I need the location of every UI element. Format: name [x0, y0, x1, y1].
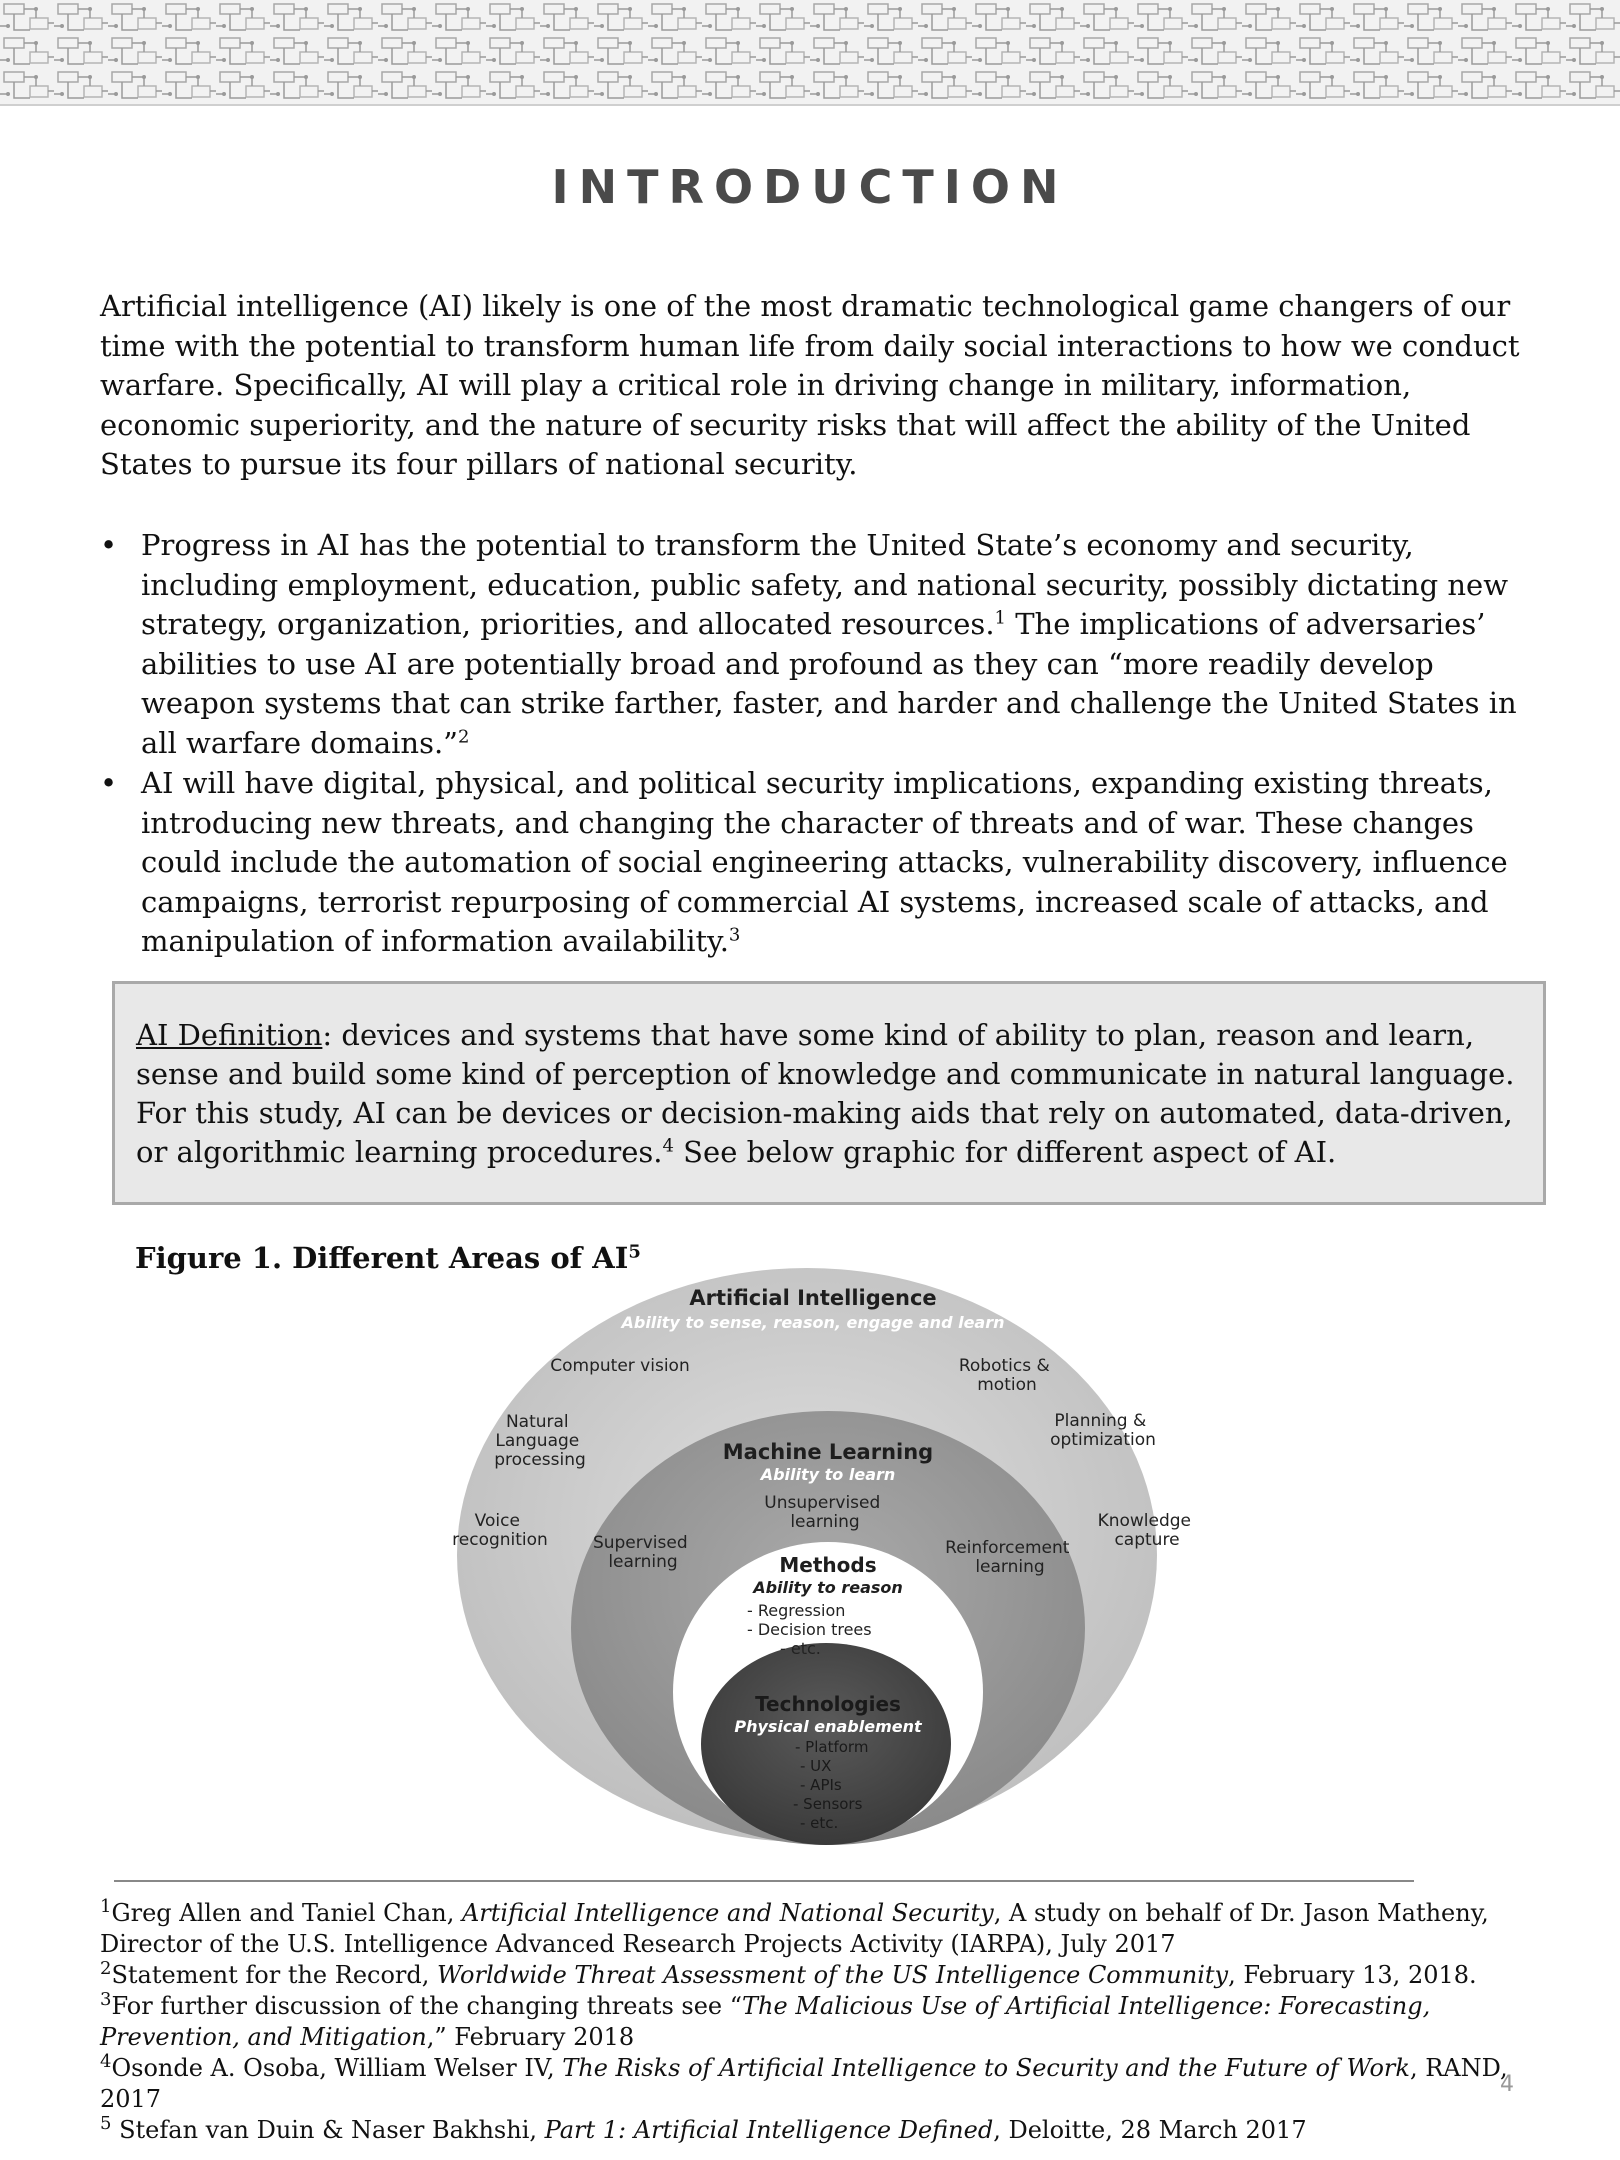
ml-item-unsupervised: Unsupervised learning: [764, 1493, 881, 1532]
methods-title: Methods: [779, 1553, 877, 1577]
ai-item-voice: Voice recognition: [452, 1511, 548, 1550]
ml-title: Machine Learning: [722, 1440, 934, 1464]
technologies-subtitle: Physical enablement: [734, 1717, 922, 1736]
circuit-pattern-decoration: [0, 0, 1620, 104]
ai-title: Artificial Intelligence: [689, 1286, 937, 1310]
ai-areas-diagram: [420, 1260, 1192, 1854]
footnote-ref[interactable]: 4: [662, 1135, 674, 1157]
bullet-icon: •: [100, 528, 118, 562]
footnote-divider: [114, 1880, 1414, 1882]
technologies-title: Technologies: [755, 1692, 901, 1716]
ai-item-planning: Planning & optimization: [1050, 1411, 1156, 1450]
footnote-ref[interactable]: 2: [458, 725, 470, 747]
footnote-item: $^2$Statement for the Record, Worldwide Threat Assessment of the US Intelligence Community, February 13, 2018.: [100, 1958, 1477, 1989]
definition-box: [112, 981, 1546, 1205]
ml-item-reinforcement: Reinforcement learning: [945, 1538, 1070, 1577]
ai-item-nlp: Natural Language processing: [494, 1412, 586, 1470]
ai-item-computer-vision: Computer vision: [550, 1356, 690, 1376]
ml-subtitle: Ability to learn: [760, 1465, 896, 1484]
footnote-ref[interactable]: 5: [628, 1241, 641, 1263]
ai-subtitle: Ability to sense, reason, engage and learn: [621, 1313, 1005, 1332]
ai-item-robotics: Robotics & motion: [958, 1356, 1050, 1395]
footnote-item: $^1$Greg Allen and Taniel Chan, Artificial Intelligence and National Security, A study on behalf of Dr. Jason Matheny, Director of the U.S. Intelligence Advanced Research Projects Activity (IARPA), July 2017: [100, 1896, 1489, 1958]
methods-list: - Regression - Decision trees - etc.: [747, 1601, 872, 1658]
bullet-icon: •: [100, 766, 118, 800]
footnote-ref[interactable]: 1: [994, 607, 1006, 629]
footnote-ref[interactable]: 3: [728, 924, 741, 946]
ml-item-supervised: Supervised learning: [592, 1533, 688, 1572]
bullet-text: AI will have digital, physical, and political security implications, expanding existing threats, introducing new threats, and changing the character of threats and of war. These changes could include the automation of social engineering attacks, vulnerability discovery, influence campaigns, terrorist repurposing of commercial AI systems, increased scale of attacks, and manipulation of information availability.$^3$: [141, 766, 1508, 958]
methods-subtitle: Ability to reason: [753, 1578, 903, 1597]
bullet-item: [100, 764, 1540, 962]
bullet-text: Progress in AI has the potential to transform the United State’s economy and security, including employment, education, public safety, and national security, possibly dictating new strategy, organization, priorities, and allocated resources.$^1$ The implications of adversaries’ abilities to use AI are potentially broad and profound as they can “more readily develop weapon systems that can strike farther, faster, and harder and challenge the United States in all warfare domains.”$^2$: [141, 528, 1517, 760]
intro-paragraph: Artificial intelligence (AI) likely is one of the most dramatic technological game changers of our time with the potential to transform human life from daily social interactions to how we conduct warfare. Specifically, AI will play a critical role in driving change in military, information, economic superiority, and the nature of security risks that will affect the ability of the United States to pursue its four pillars of national security.: [100, 289, 1520, 481]
page-title: INTRODUCTION: [551, 160, 1069, 214]
footnote-item: $^5$ Stefan van Duin & Naser Bakhshi, Part 1: Artificial Intelligence Defined, Deloitte, 28 March 2017: [100, 2113, 1307, 2144]
technologies-list: - Platform - UX - APIs - Sensors - etc.: [793, 1738, 869, 1832]
bullet-item: [100, 526, 1540, 763]
footnote-item: $^3$For further discussion of the changing threats see “The Malicious Use of Artificial Intelligence: Forecasting, Prevention, and Mitigation,” February 2018: [100, 1989, 1431, 2051]
page-number: 4: [1500, 2072, 1514, 2097]
nested-ellipses-diagram: [420, 1260, 1192, 1850]
definition-term: AI Definition: [136, 1018, 323, 1052]
ai-item-knowledge: Knowledge capture: [1097, 1511, 1192, 1550]
footnote-item: $^4$Osonde A. Osoba, William Welser IV, The Risks of Artificial Intelligence to Security and the Future of Work, RAND, 2017: [100, 2051, 1508, 2113]
figure-caption: Figure 1. Different Areas of $AI^5$: [135, 1241, 641, 1275]
footnotes: [100, 1898, 1520, 2146]
header-banner: [0, 0, 1620, 106]
definition-text: AI Definition: devices and systems that have some kind of ability to plan, reason and learn, sense and build some kind of perception of knowledge and communicate in natural language. For this study, AI can be devices or decision-making aids that rely on automated, data-driven, or algorithmic learning procedures.$^4$ See below graphic for different aspect of AI.: [136, 1018, 1515, 1169]
